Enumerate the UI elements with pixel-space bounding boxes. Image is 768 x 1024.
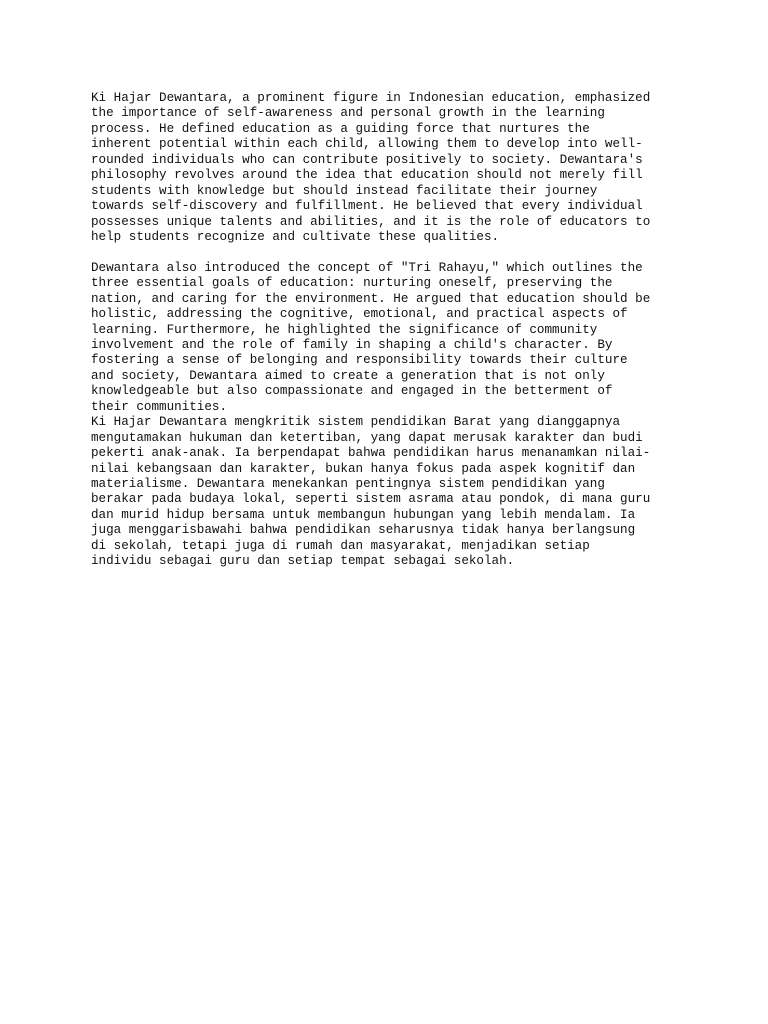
text-line: rounded individuals who can contribute positively to society. Dewantara's — [91, 152, 643, 167]
text-line: Ki Hajar Dewantara mengkritik sistem pendidikan Barat yang dianggapnya — [91, 415, 621, 430]
text-line: pekerti anak-anak. Ia berpendapat bahwa pendidikan harus menanamkan nilai- — [91, 446, 651, 461]
text-line: materialisme. Dewantara menekankan pentingnya sistem pendidikan yang — [91, 476, 605, 491]
text-line: possesses unique talents and abilities, and it is the role of educators to — [91, 214, 651, 229]
document-body — [91, 91, 691, 570]
text-line: nilai kebangsaan dan karakter, bukan hanya fokus pada aspek kognitif dan — [91, 461, 636, 476]
text-line: three essential goals of education: nurturing oneself, preserving the — [91, 276, 613, 291]
text-line: inherent potential within each child, allowing them to develop into well- — [91, 137, 643, 152]
paragraph-spacer — [91, 245, 691, 260]
text-line: knowledgeable but also compassionate and engaged in the betterment of — [91, 384, 613, 399]
text-line: involvement and the role of family in shaping a child's character. By — [91, 338, 613, 352]
text-line: di sekolah, tetapi juga di rumah dan masyarakat, menjadikan setiap — [91, 538, 590, 553]
text-line: mengutamakan hukuman dan ketertiban, yang dapat merusak karakter dan budi — [91, 430, 643, 445]
text-line: process. He defined education as a guiding force that nurtures the — [91, 121, 590, 136]
text-line: help students recognize and cultivate these qualities. — [91, 229, 500, 244]
text-line: juga menggarisbawahi bahwa pendidikan seharusnya tidak hanya berlangsung — [91, 523, 636, 538]
text-line: Dewantara also introduced the concept of "Tri Rahayu," which outlines the — [91, 260, 643, 275]
text-line: berakar pada budaya lokal, seperti sistem asrama atau pondok, di mana guru — [91, 492, 651, 507]
text-line: the importance of self-awareness and personal growth in the learning — [91, 106, 605, 121]
text-line: and society, Dewantara aimed to create a generation that is not only — [91, 368, 605, 383]
text-line: students with knowledge but should instead facilitate their journey — [91, 183, 598, 198]
text-line: dan murid hidup bersama untuk membangun hubungan yang lebih mendalam. Ia — [91, 507, 636, 522]
text-line: individu sebagai guru dan setiap tempat sebagai sekolah. — [91, 554, 515, 569]
text-line: towards self-discovery and fulfillment. He believed that every individual — [91, 199, 643, 214]
paragraph-3 — [91, 415, 691, 569]
paragraph-2 — [91, 261, 691, 415]
text-line: philosophy revolves around the idea that education should not merely fill — [91, 168, 643, 183]
text-line: learning. Furthermore, he highlighted the significance of community — [91, 322, 598, 337]
text-line: holistic, addressing the cognitive, emotional, and practical aspects of — [91, 307, 628, 322]
text-line: nation, and caring for the environment. He argued that education should be — [91, 291, 651, 306]
text-line: fostering a sense of belonging and responsibility towards their culture — [91, 353, 628, 368]
paragraph-1 — [91, 91, 691, 245]
text-line: their communities. — [91, 399, 228, 414]
text-line: Ki Hajar Dewantara, a prominent figure in Indonesian education, emphasized — [91, 91, 651, 105]
